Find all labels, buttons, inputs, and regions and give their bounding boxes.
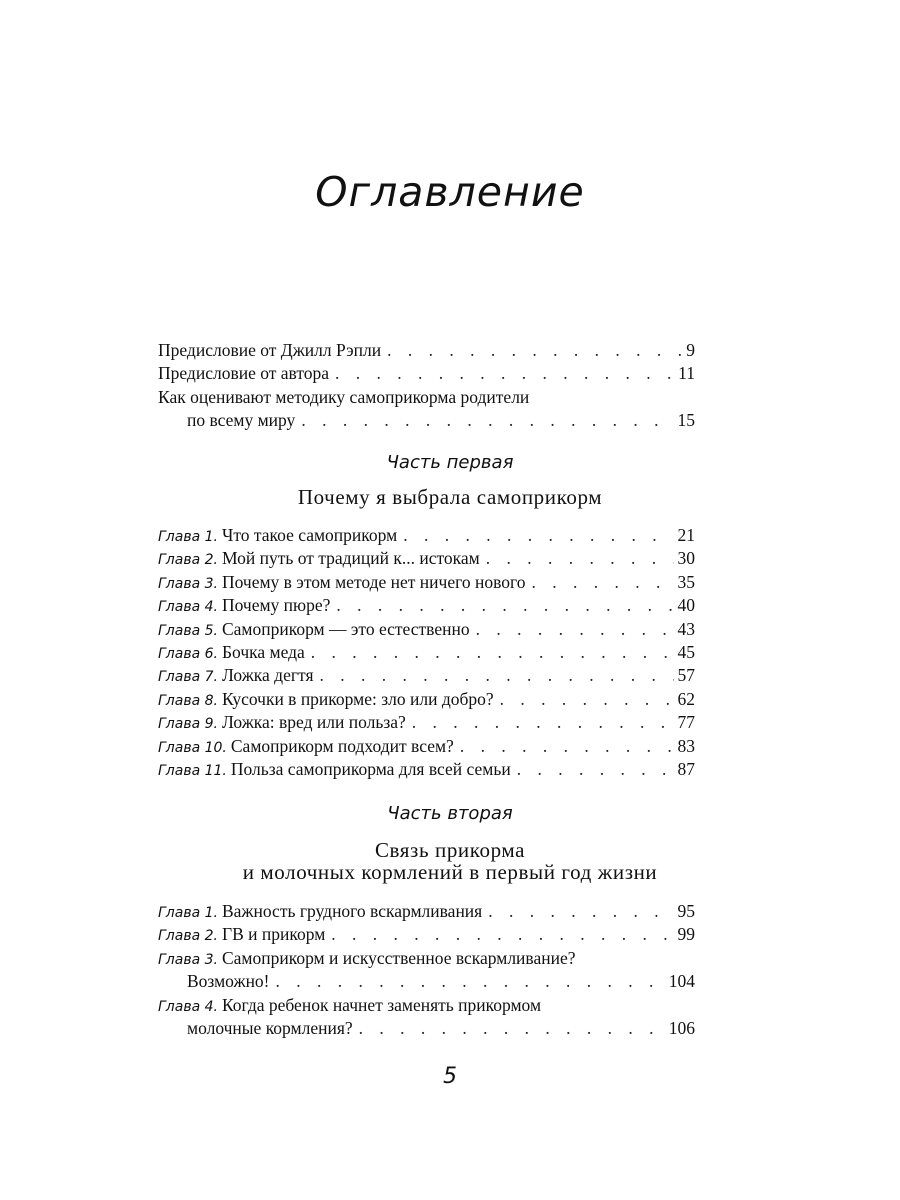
toc-entry-label: Предисловие от Джилл Рэпли: [158, 340, 382, 360]
leader-dots: [359, 1017, 665, 1040]
chapter-number: Глава 4.: [158, 599, 218, 616]
chapter-entry[interactable]: [158, 594, 695, 617]
chapter-number: Глава 1.: [158, 529, 218, 545]
leader-dots: [531, 571, 673, 594]
chapter-title: Когда ребенок начнет заменять прикормом: [221, 994, 542, 1015]
chapter-number: Глава 6.: [158, 645, 218, 662]
leader-dots: [517, 758, 674, 781]
chapter-entry[interactable]: [158, 994, 695, 1017]
toc-entry[interactable]: [158, 362, 695, 385]
chapter-title: Польза самоприкорма для всей семьи: [230, 758, 511, 779]
leader-dots: [311, 641, 674, 664]
page-number: 5: [443, 1064, 457, 1089]
chapter-page: 87: [677, 758, 695, 779]
chapter-page: 95: [677, 901, 695, 921]
chapter-entry[interactable]: [158, 547, 695, 570]
chapter-title: Мой путь от традиций к... истокам: [221, 548, 480, 569]
chapter-entry[interactable]: [158, 735, 695, 758]
chapter-entry[interactable]: [158, 524, 695, 547]
leader-dots: [500, 688, 674, 711]
leader-dots: [403, 524, 673, 547]
chapter-title: Что такое самоприкорм: [221, 525, 398, 545]
toc-entry-continuation[interactable]: [158, 409, 695, 432]
chapter-number: Глава 1.: [158, 905, 218, 921]
chapter-page: 57: [677, 665, 695, 686]
chapter-title: Самоприкорм — это естественно: [221, 618, 470, 639]
leader-dots: [488, 900, 673, 923]
chapter-page: 62: [677, 688, 695, 709]
part-two-heading: Часть вторая: [387, 803, 513, 824]
chapter-page: 35: [677, 571, 695, 592]
leader-dots: [387, 339, 682, 362]
chapter-page: 104: [668, 971, 695, 992]
part-one-heading: Часть первая: [386, 452, 514, 473]
chapter-entry[interactable]: [158, 618, 695, 641]
chapter-number: Глава 10.: [158, 739, 227, 756]
toc-entry[interactable]: [158, 339, 695, 362]
toc-entry-page: 11: [678, 363, 695, 384]
chapter-entry-continuation[interactable]: [158, 1017, 695, 1040]
chapter-title: Самоприкорм и искусственное вскармливание?: [221, 947, 576, 968]
toc-entry-label: Как оценивают методику самоприкорма родители: [158, 386, 530, 407]
chapter-number: Глава 9.: [158, 716, 218, 733]
chapter-title: Почему пюре?: [221, 595, 331, 616]
chapter-entry[interactable]: [158, 947, 695, 970]
chapter-entry[interactable]: [158, 923, 695, 946]
chapter-page: 106: [668, 1017, 695, 1038]
chapter-number: Глава 2.: [158, 552, 218, 569]
part-one-title: Почему я выбрала самоприкорм: [297, 485, 603, 509]
chapter-title-continued: молочные кормления?: [187, 1017, 353, 1038]
chapter-title: Кусочки в прикорме: зло или добро?: [221, 688, 494, 709]
chapter-entry[interactable]: [158, 641, 695, 664]
leader-dots: [412, 711, 674, 734]
chapter-title: Ложка: вред или польза?: [221, 712, 406, 733]
chapter-number: Глава 3.: [158, 575, 218, 592]
chapter-title: ГВ и прикорм: [221, 924, 326, 945]
chapter-entry[interactable]: [158, 664, 695, 687]
toc-entry-label-continued: по всему миру: [187, 410, 296, 431]
page-title: Оглавление: [315, 168, 585, 216]
part-two-chapter-list: [158, 900, 695, 1040]
chapter-number: Глава 7.: [158, 669, 218, 686]
chapter-title: Важность грудного вскармливания: [221, 901, 483, 921]
leader-dots: [320, 664, 674, 687]
chapter-page: 30: [677, 548, 695, 569]
leader-dots: [460, 735, 674, 758]
toc-entry[interactable]: [158, 386, 695, 409]
chapter-title: Почему в этом методе нет ничего нового: [221, 571, 526, 592]
chapter-number: Глава 8.: [158, 692, 218, 709]
chapter-page: 40: [677, 595, 695, 616]
chapter-entry-continuation[interactable]: [158, 970, 695, 993]
chapter-number: Глава 5.: [158, 622, 218, 639]
toc-entry-label: Предисловие от автора: [158, 363, 330, 384]
leader-dots: [301, 409, 673, 432]
leader-dots: [335, 362, 674, 385]
toc-entry-page: 9: [686, 340, 695, 360]
leader-dots: [336, 594, 673, 617]
chapter-page: 83: [677, 735, 695, 756]
part-one-chapter-list: [158, 524, 695, 781]
chapter-number: Глава 2.: [158, 928, 218, 945]
chapter-entry[interactable]: [158, 758, 695, 781]
chapter-title-continued: Возможно!: [187, 971, 270, 992]
chapter-title: Бочка меда: [221, 641, 305, 662]
toc-entry-page: 15: [677, 410, 695, 431]
chapter-number: Глава 3.: [158, 951, 218, 968]
chapter-page: 21: [677, 525, 695, 545]
chapter-page: 77: [677, 712, 695, 733]
leader-dots: [486, 547, 674, 570]
leader-dots: [476, 618, 674, 641]
chapter-entry[interactable]: [158, 711, 695, 734]
part-two-title-line-2: и молочных кормлений в первый год жизни: [242, 860, 658, 884]
chapter-page: 45: [677, 641, 695, 662]
chapter-page: 43: [677, 618, 695, 639]
chapter-entry[interactable]: [158, 688, 695, 711]
chapter-number: Глава 11.: [158, 762, 227, 779]
chapter-title: Самоприкорм подходит всем?: [230, 735, 454, 756]
leader-dots: [331, 923, 673, 946]
chapter-title: Ложка дегтя: [221, 665, 314, 686]
chapter-page: 99: [677, 924, 695, 945]
leader-dots: [276, 970, 665, 993]
chapter-number: Глава 4.: [158, 998, 218, 1015]
chapter-entry[interactable]: [158, 900, 695, 923]
front-matter-list: [158, 339, 695, 433]
part-two-title-line-1: Связь прикорма: [374, 838, 526, 862]
chapter-entry[interactable]: [158, 571, 695, 594]
